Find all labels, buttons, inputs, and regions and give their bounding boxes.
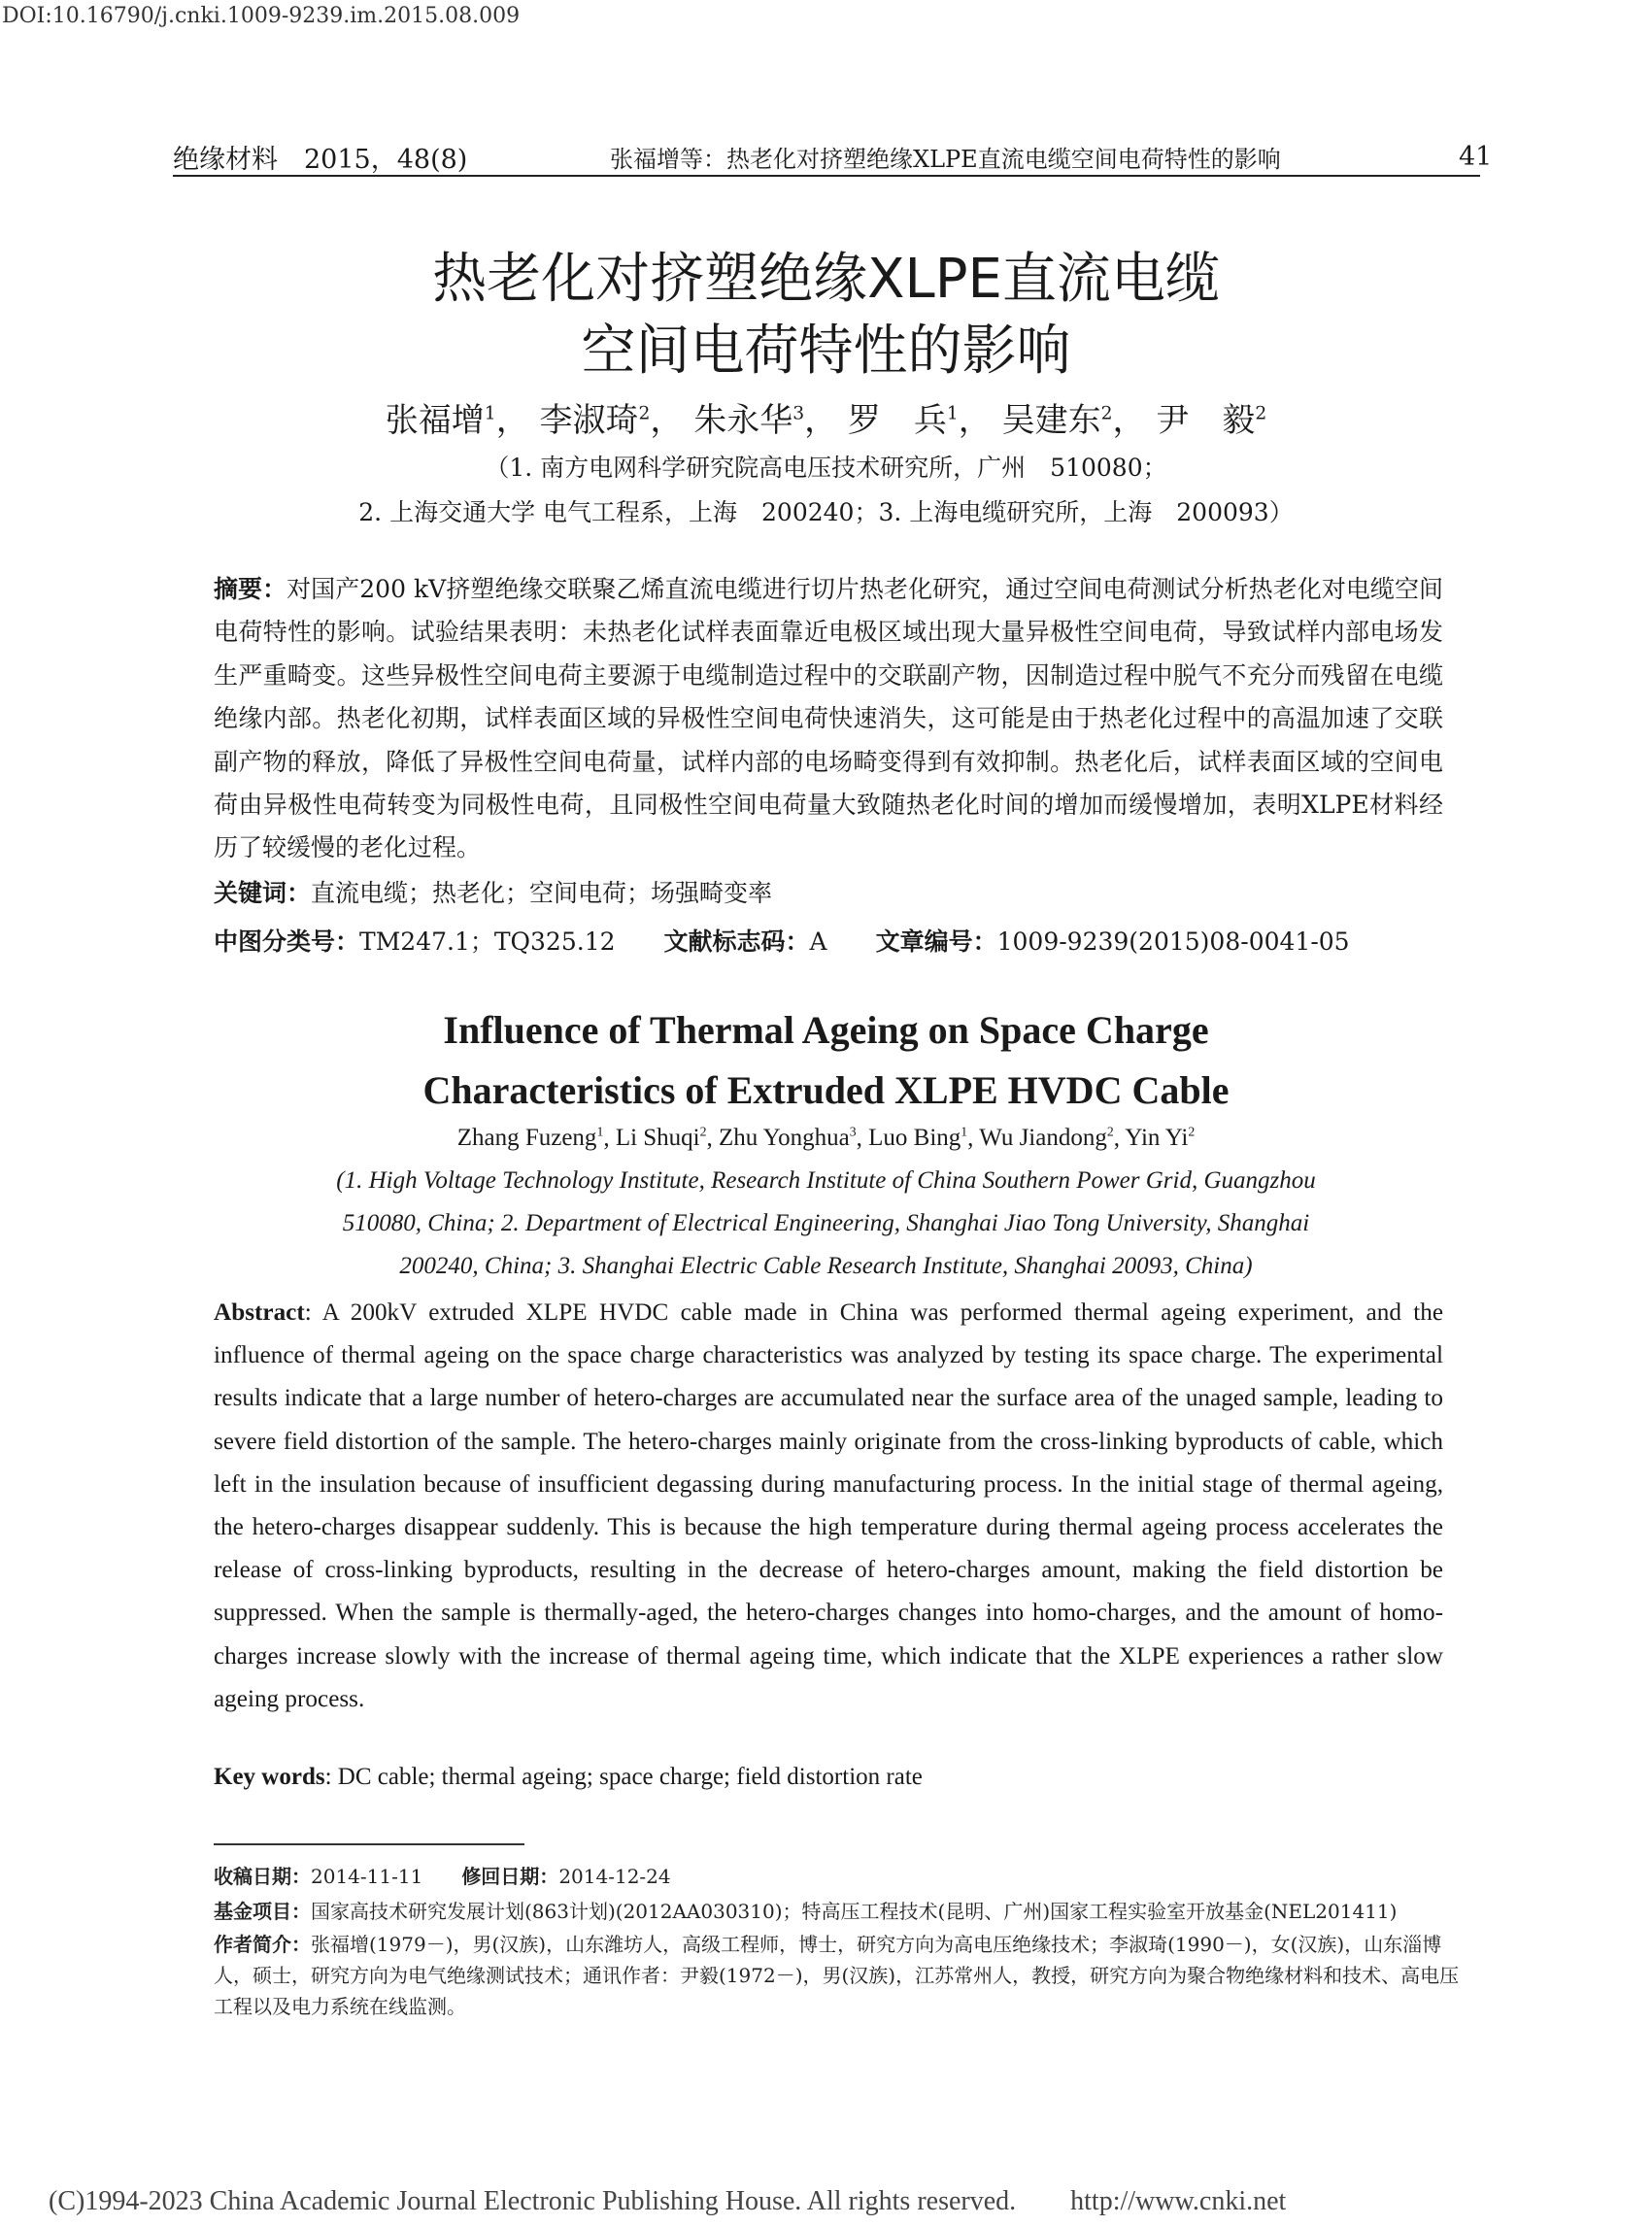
- affiliation-cn-line-1: （1. 南方电网科学研究院高电压技术研究所，广州 510080；: [485, 454, 1167, 482]
- author-cn: 尹 毅$^2$: [1156, 401, 1267, 440]
- author-en: Zhang Fuzeng$^1$: [456, 1125, 604, 1152]
- running-title: 张福增等：热老化对挤塑绝缘XLPE直流电缆空间电荷特性的影响: [610, 146, 1281, 173]
- bio-label: 作者简介：: [214, 1933, 311, 1956]
- author-cn: 吴建东$^2$: [1001, 401, 1113, 440]
- author-cn: 朱永华$^3$: [693, 401, 805, 440]
- journal-header: 绝缘材料 2015，48(8): [173, 145, 468, 175]
- abstract-en-label: Abstract: [214, 1299, 305, 1326]
- keywords-cn-label: 关键词：: [214, 879, 312, 907]
- doc-code-label: 文献标志码：: [663, 928, 810, 956]
- fund-text: 国家高技术研究发展计划(863计划)(2012AA030310)；特高压工程技术(昆明、广州)国家工程实验室开放基金(NEL201411): [311, 1900, 1398, 1923]
- author-en: Zhu Yonghua$^3$: [719, 1125, 857, 1152]
- doi: DOI:10.16790/j.cnki.1009-9239.im.2015.08.009: [2, 4, 521, 28]
- article-number-value: 1009-9239(2015)08-0041-05: [996, 928, 1350, 956]
- keywords-en: [214, 1764, 923, 1791]
- header-rule: [173, 175, 1480, 177]
- footnote-author-bio: [214, 1929, 1476, 2022]
- author-en: Luo Bing$^1$: [868, 1125, 968, 1152]
- page-number: 41: [1459, 142, 1493, 172]
- keywords-en-label: Key words: [214, 1764, 325, 1790]
- title-cn-line-1: 热老化对挤塑绝缘XLPE直流电缆: [432, 248, 1220, 311]
- copyright-footer: (C)1994-2023 China Academic Journal Electronic Publishing House. All rights reserved. http://www.cnki.net: [49, 2186, 1287, 2216]
- title-cn-line-2: 空间电荷特性的影响: [581, 320, 1071, 383]
- abstract-en: [214, 1292, 1443, 1721]
- abstract-cn: [214, 568, 1443, 870]
- keywords-en-text: : DC cable; thermal ageing; space charge; field distortion rate: [324, 1764, 923, 1790]
- abstract-en-text: : A 200kV extruded XLPE HVDC cable made in China was performed thermal ageing experiment, and the influence of thermal ageing on the space charge characteristics was analyzed by testing its space charge. The experimental results indicate that a large number of hetero-charges are accumulated near the surface area of the unaged sample, leading to severe field distortion of the sample. The hetero-charges mainly originate from the cross-linking byproducts of cable, which left in the insulation because of insufficient degassing during manufacturing process. In the initial stage of thermal ageing, the hetero-charges disappear suddenly. This is because the high temperature during thermal ageing process accelerates the release of cross-linking byproducts, resulting in the decrease of hetero-charges amount, making the field distortion be suppressed. When the sample is thermally-aged, the hetero-charges changes into homo-charges, and the amount of homo-charges increase slowly with the increase of thermal ageing time, which indicate that the XLPE experiences a rather slow ageing process.: [214, 1299, 1443, 1712]
- affiliation-en-line-2: 510080, China; 2. Department of Electrical Engineering, Shanghai Jiao Tong University, Shanghai: [342, 1210, 1310, 1236]
- footnote-dates: [214, 1861, 1476, 1892]
- clc-label: 中图分类号：: [214, 928, 360, 956]
- authors-en: Zhang Fuzeng$^1$, Li Shuqi$^2$, Zhu Yonghua$^3$, Luo Bing$^1$, Wu Jiandong$^2$, Yin Yi$^2$: [456, 1125, 1196, 1152]
- classification-line: [214, 923, 1443, 958]
- fund-label: 基金项目：: [214, 1900, 311, 1923]
- affiliation-en-line-1: (1. High Voltage Technology Institute, Research Institute of China Southern Power Grid, Guangzhou: [336, 1167, 1316, 1194]
- abstract-cn-label: 摘要：: [214, 575, 287, 603]
- abstract-cn-text: 对国产200 kV挤塑绝缘交联聚乙烯直流电缆进行切片热老化研究，通过空间电荷测试分析热老化对电缆空间电荷特性的影响。试验结果表明：未热老化试样表面靠近电极区域出现大量异极性空间电荷，导致试样内部电场发生严重畸变。这些异极性空间电荷主要源于电缆制造过程中的交联副产物，因制造过程中脱气不充分而残留在电缆绝缘内部。热老化初期，试样表面区域的异极性空间电荷快速消失，这可能是由于热老化过程中的高温加速了交联副产物的释放，降低了异极性空间电荷量，试样内部的电场畸变得到有效抑制。热老化后，试样表面区域的空间电荷由异极性电荷转变为同极性电荷，且同极性空间电荷量大致随热老化时间的增加而缓慢增加，表明XLPE材料经历了较缓慢的老化过程。: [214, 575, 1443, 862]
- clc-value: TM247.1；TQ325.12: [359, 928, 616, 956]
- author-en: Yin Yi$^2$: [1125, 1125, 1196, 1152]
- author-cn: 张福增$^1$: [385, 401, 496, 440]
- keywords-cn: [214, 874, 1443, 909]
- received-date: 2014-11-11: [311, 1865, 423, 1888]
- affiliation-en-line-3: 200240, China; 3. Shanghai Electric Cable Research Institute, Shanghai 20093, China): [399, 1253, 1253, 1279]
- footnote-fund: [214, 1896, 1476, 1927]
- authors-cn: 张福增$^1$， 李淑琦$^2$， 朱永华$^3$， 罗 兵$^1$， 吴建东$^2$， 尹 毅$^2$: [385, 401, 1267, 440]
- revised-date: 2014-12-24: [558, 1865, 671, 1888]
- author-en: Li Shuqi$^2$: [615, 1125, 707, 1152]
- footnote-rule: [214, 1843, 524, 1845]
- affiliation-cn-line-2: 2. 上海交通大学 电气工程系，上海 200240；3. 上海电缆研究所，上海 200093）: [358, 498, 1294, 526]
- article-number-label: 文章编号：: [875, 928, 997, 956]
- author-cn: 罗 兵$^1$: [847, 401, 959, 440]
- keywords-cn-text: 直流电缆；热老化；空间电荷；场强畸变率: [311, 879, 773, 907]
- received-label: 收稿日期：: [214, 1865, 311, 1888]
- bio-text: 张福增(1979－)，男(汉族)，山东潍坊人，高级工程师，博士，研究方向为高电压绝缘技术；李淑琦(1990－)，女(汉族)，山东淄博人，硕士，研究方向为电气绝缘测试技术；通讯作者：尹毅(1972－)，男(汉族)，江苏常州人，教授，研究方向为聚合物绝缘材料和技术、高电压工程以及电力系统在线监测。: [214, 1933, 1460, 2018]
- doc-code-value: A: [809, 928, 827, 956]
- title-en-line-2: Characteristics of Extruded XLPE HVDC Cable: [422, 1068, 1230, 1112]
- author-en: Wu Jiandong$^2$: [979, 1125, 1114, 1152]
- revised-label: 修回日期：: [461, 1865, 559, 1888]
- title-en-line-1: Influence of Thermal Ageing on Space Charge: [443, 1008, 1209, 1052]
- author-cn: 李淑琦$^2$: [539, 401, 651, 440]
